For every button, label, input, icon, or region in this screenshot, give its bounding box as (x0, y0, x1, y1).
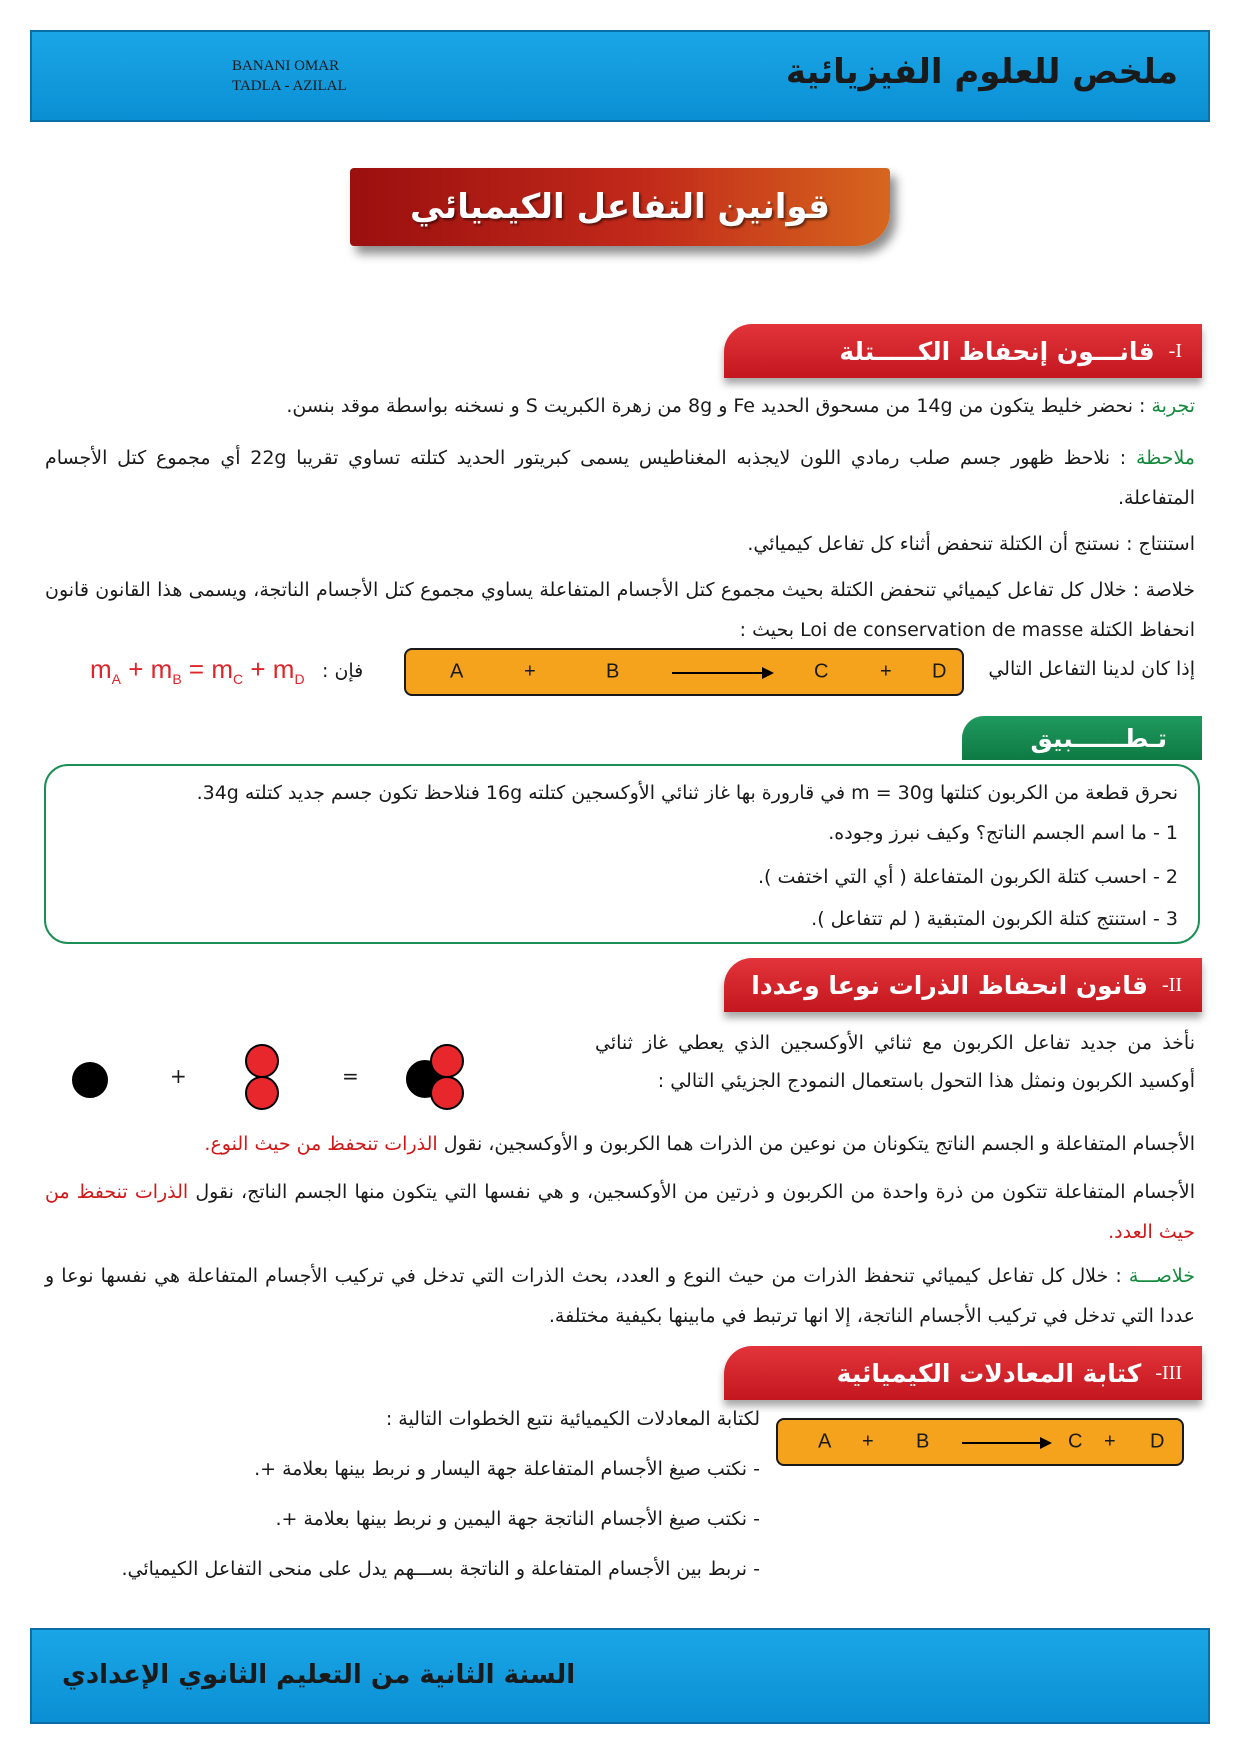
reaction-arrow (672, 672, 772, 674)
formula-m: m (150, 654, 173, 684)
types-text: الأجسام المتفاعلة و الجسم الناتج يتكونان من نوعين من الذرات هما الكربون و الأوكسجين، نقول (437, 1133, 1195, 1155)
step-3: - نربط بين الأجسام المتفاعلة و الناتجة بســـهم يدل على منحى التفاعل الكيميائي. (121, 1558, 760, 1580)
section-number-3: -III (1155, 1361, 1182, 1384)
section3-intro: لكتابة المعادلات الكيميائية نتبع الخطوات التالية : (385, 1408, 760, 1430)
footer-band (30, 1628, 1210, 1724)
application-question-3: 3 - استنتج كتلة الكربون المتبقية ( لم تتفاعل ). (811, 908, 1178, 930)
section2-intro: نأخذ من جديد تفاعل الكربون مع ثنائي الأوكسجين الذي يعطي غاز ثنائي أوكسيد الكربون ونمثل هذا التحول باستعمال النمودج الجزيئي التالي : (595, 1032, 1195, 1092)
formula-sub: A (111, 671, 122, 688)
footer-text: السنة الثانية من التعليم الثانوي الإعدادي (62, 1660, 576, 1690)
observation-text: : نلاحظ ظهور جسم صلب رمادي اللون لايجذبه المغناطيس يسمى كبريتور الحديد كتلته تساوي تقريبا 22g أي مجموع كتل الأجسام المتفاعلة. (45, 447, 1195, 509)
carbon-atom (72, 1062, 108, 1098)
then-text: فإن : (322, 660, 364, 682)
step-1: - نكتب صيغ الأجسام المتفاعلة جهة اليسار و نربط بينها بعلامة +. (254, 1458, 760, 1480)
formula-m: m (211, 654, 234, 684)
formula-sub: B (172, 671, 182, 688)
count-red-text: الذرات تنحفظ من حيث العدد. (45, 1181, 1195, 1243)
formula-op: + (128, 654, 144, 684)
formula-sub: D (294, 671, 305, 688)
formula-m: m (272, 654, 295, 684)
main-title-banner (350, 168, 890, 246)
reactant-b: B (916, 1430, 930, 1453)
summary-label: خلاصـــة (1128, 1265, 1195, 1287)
equals-sign: = (342, 1064, 359, 1088)
count-text: الأجسام المتفاعلة تتكون من ذرة واحدة من الكربون و ذرتين من الأوكسجين، و هي نفسها التي يتكون منها الجسم الناتج، نقول (188, 1181, 1195, 1203)
oxygen-atom (245, 1044, 279, 1078)
types-red-text: الذرات تنحفظ من حيث النوع. (204, 1133, 438, 1155)
product-c: C (814, 660, 829, 683)
reaction-arrow (962, 1442, 1050, 1444)
reaction-box-2 (776, 1418, 1184, 1466)
observation-label: ملاحظة (1135, 447, 1195, 469)
reactant-a: A (450, 660, 464, 683)
oxygen-atom (245, 1076, 279, 1110)
section-header-2 (724, 958, 1202, 1012)
experiment-label: تجربة (1151, 395, 1195, 417)
application-tab: تـطــــــبيق (962, 716, 1202, 760)
application-intro: نحرق قطعة من الكربون كتلتها m = 30g في قارورة بها غاز ثنائي الأوكسجين كتلته 16g فنلاحظ تكون جسم جديد كتلته 34g. (196, 782, 1178, 804)
section-number-1: -I (1168, 339, 1182, 362)
experiment-text: : نحضر خليط يتكون من 14g من مسحوق الحديد Fe و 8g من زهرة الكبريت S و نسخنه بواسطة موقد بنسن. (286, 395, 1146, 417)
deduction-paragraph: استنتاج : نستنج أن الكتلة تنحفض أثناء كل تفاعل كيميائي. (747, 533, 1195, 555)
types-paragraph (45, 1124, 1195, 1164)
product-d: D (1150, 1430, 1165, 1453)
section-title-3: كتابة المعادلات الكيميائية (836, 1358, 1142, 1388)
formula-m: m (90, 654, 112, 684)
plus-sign: + (1104, 1430, 1116, 1453)
reactant-a: A (818, 1430, 832, 1453)
author-block (232, 56, 347, 96)
main-title: قوانين التفاعل الكيميائي (410, 187, 830, 227)
section-number-2: -II (1162, 973, 1182, 996)
formula-eq: = (188, 654, 205, 684)
section-title-1: قانـــون إنحفاظ الكـــــتلة (839, 336, 1155, 366)
plus-sign: + (862, 1430, 874, 1453)
reactant-b: B (606, 660, 620, 683)
if-reaction-text: إذا كان لدينا التفاعل التالي (988, 658, 1195, 680)
product-d: D (932, 660, 947, 683)
step-2: - نكتب صيغ الأجسام الناتجة جهة اليمين و نربط بينها بعلامة +. (275, 1508, 760, 1530)
application-question-2: 2 - احسب كتلة الكربون المتفاعلة ( أي التي اختفت ). (757, 866, 1178, 888)
experiment-paragraph (45, 386, 1195, 426)
summary-paragraph-2 (45, 1256, 1195, 1336)
section-header-1 (724, 324, 1202, 378)
plus-sign: + (880, 660, 892, 683)
formula-sub: C (233, 671, 244, 688)
formula-op: + (250, 654, 266, 684)
summary-text: : خلال كل تفاعل كيميائي تنحفظ الذرات من حيث النوع و العدد، بحث الذرات التي تدخل في تركيب الأجسام المتفاعلة هي نفسها نوعا و عددا التي تدخل في تركيب الأجسام الناتجة، إلا انها ترتبط في مابينها بكيفية مختلفة. (45, 1265, 1195, 1327)
application-question-1: 1 - ما اسم الجسم الناتج؟ وكيف نبرز وجوده. (828, 822, 1178, 844)
oxygen-atom (430, 1044, 464, 1078)
header-band (30, 30, 1210, 122)
section-header-3 (724, 1346, 1202, 1400)
author-place: TADLA - AZILAL (232, 78, 347, 94)
plus-sign: + (524, 660, 536, 683)
section-title-2: قانون انحفاظ الذرات نوعا وعددا (751, 970, 1149, 1000)
summary-paragraph-1: خلاصة : خلال كل تفاعل كيميائي تنحفض الكتلة بحيث مجموع كتل الأجسام المتفاعلة يساوي مجموع كتل الأجسام الناتجة، ويسمى هذا القانون قانون انحفاظ الكتلة Loi de conservation de masse بحيث : (45, 579, 1195, 641)
author-name: BANANI OMAR (232, 58, 340, 74)
mass-formula (90, 654, 305, 687)
observation-paragraph (45, 438, 1195, 518)
oxygen-atom (430, 1076, 464, 1110)
plus-sign: + (170, 1064, 187, 1088)
count-paragraph (45, 1172, 1195, 1252)
product-c: C (1068, 1430, 1083, 1453)
reaction-box-1 (404, 648, 964, 696)
header-title: ملخص للعلوم الفيزيائية (785, 52, 1178, 92)
